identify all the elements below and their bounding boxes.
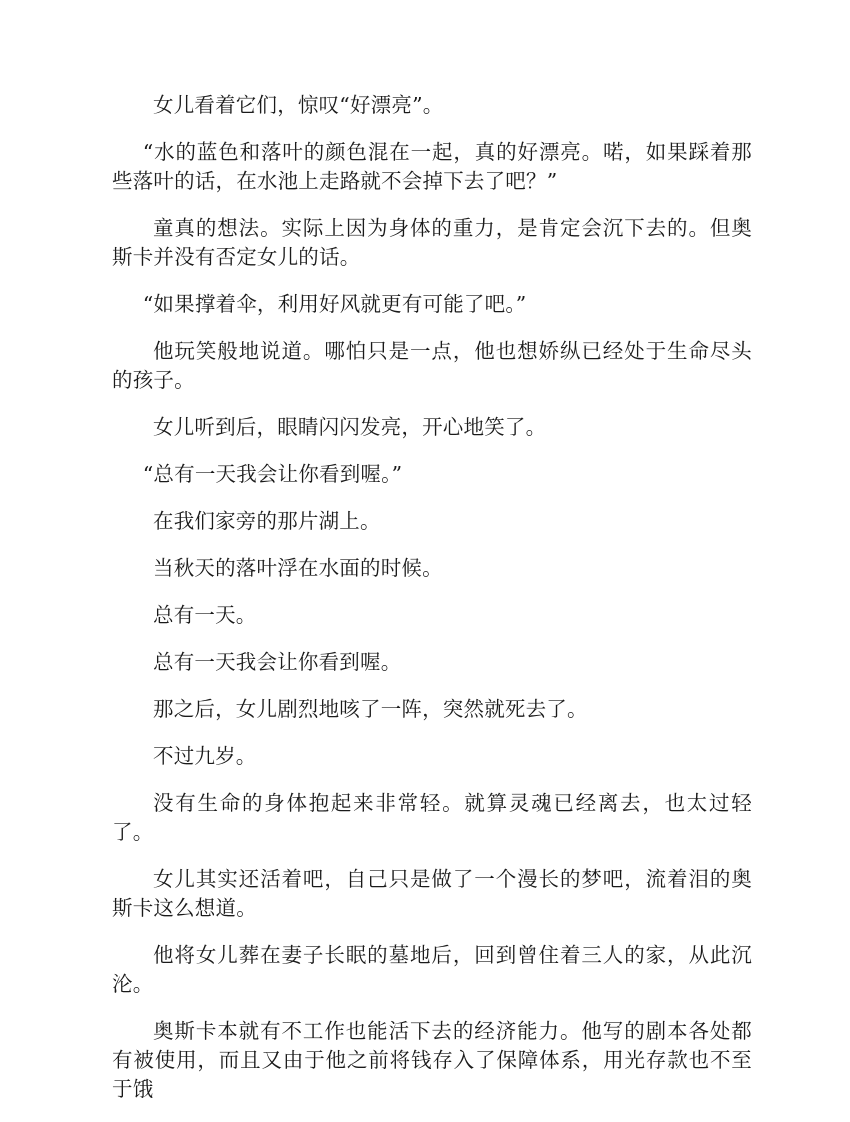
paragraph: 总有一天我会让你看到喔。 xyxy=(153,650,402,674)
paragraph: “总有一天我会让你看到喔。” xyxy=(142,462,403,486)
paragraph: 没有生命的身体抱起来非常轻。就算灵魂已经离去，也太过轻了。 xyxy=(112,791,752,844)
paragraph: “水的蓝色和落叶的颜色混在一起，真的好漂亮。喏，如果踩着那些落叶的话，在水池上走路就不会掉下去了吧？” xyxy=(112,140,752,193)
paragraph: 女儿听到后，眼睛闪闪发亮，开心地笑了。 xyxy=(153,415,547,439)
paragraph: 那之后，女儿剧烈地咳了一阵，突然就死去了。 xyxy=(153,697,588,721)
paragraph: 奥斯卡本就有不工作也能活下去的经济能力。他写的剧本各处都有被使用，而且又由于他之前将钱存入了保障体系，用光存款也不至于饿 xyxy=(112,1019,752,1101)
paragraph: 女儿其实还活着吧，自己只是做了一个漫长的梦吧，流着泪的奥斯卡这么想道。 xyxy=(112,867,752,920)
paragraph: 不过九岁。 xyxy=(153,744,257,768)
body-text xyxy=(112,91,752,1122)
paragraph: 他将女儿葬在妻子长眠的墓地后，回到曾住着三人的家，从此沉沦。 xyxy=(112,943,752,996)
paragraph: 童真的想法。实际上因为身体的重力，是肯定会沉下去的。但奥斯卡并没有否定女儿的话。 xyxy=(112,216,752,269)
paragraph: 当秋天的落叶浮在水面的时候。 xyxy=(153,556,443,580)
paragraph: “如果撑着伞，利用好风就更有可能了吧。” xyxy=(142,292,527,316)
paragraph: 女儿看着它们，惊叹“好漂亮”。 xyxy=(153,93,444,117)
paragraph: 他玩笑般地说道。哪怕只是一点，他也想娇纵已经处于生命尽头的孩子。 xyxy=(112,339,752,392)
paragraph: 在我们家旁的那片湖上。 xyxy=(153,509,381,533)
paragraph: 总有一天。 xyxy=(153,603,257,627)
